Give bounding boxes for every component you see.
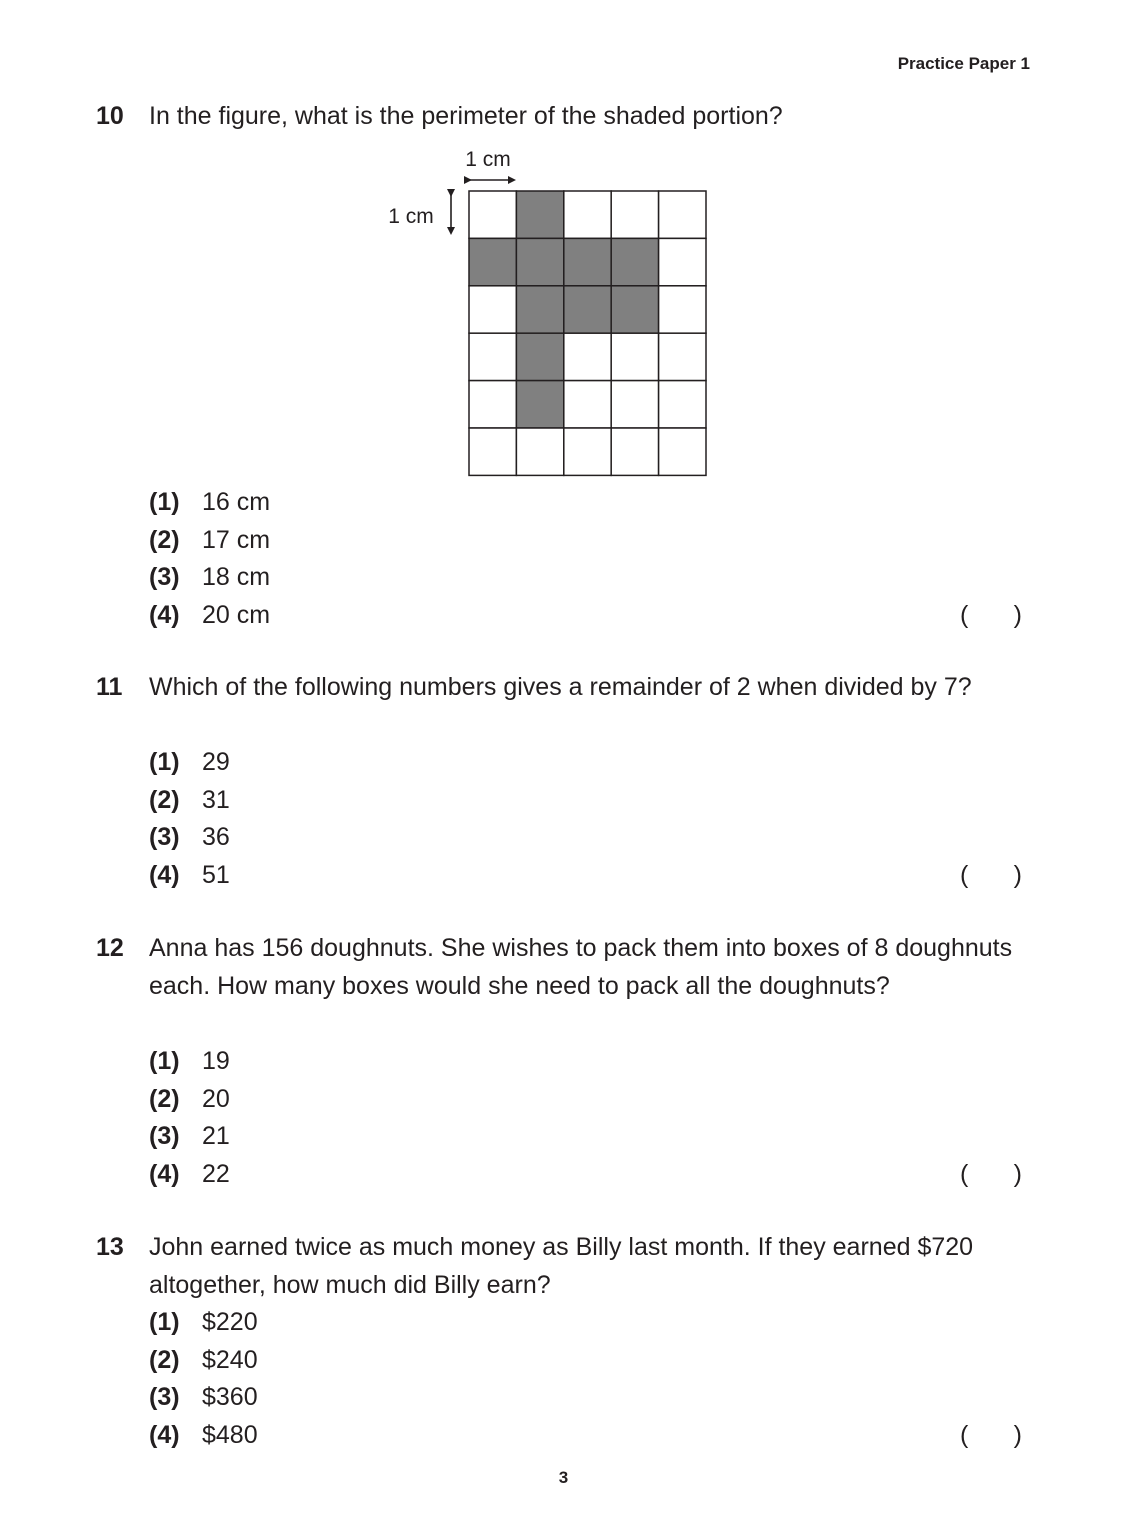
options-list [149,1304,258,1454]
bracket-open: ( [960,600,969,629]
bracket-close: ) [1013,600,1022,629]
grid-cell [611,381,658,428]
bracket-close: ) [1013,1420,1022,1449]
grid-cell [564,428,611,475]
option-label: (3) [149,1122,180,1150]
option-2[interactable] [149,1081,230,1119]
options-list [149,744,230,894]
option-label: (2) [149,785,180,814]
option-label: (4) [149,600,180,629]
option-1[interactable] [149,484,270,522]
question-number: 11 [96,673,123,701]
options-list [149,1043,230,1193]
grid-figure-svg [380,140,720,485]
bracket-close: ) [1013,860,1022,889]
grid-cell [659,238,706,285]
question-text: John earned twice as much money as Billy last month. If they earned $720 altogether, how much did Billy earn? [149,1233,974,1299]
option-1[interactable] [149,1043,230,1081]
option-text: 16 cm [202,488,271,516]
question-text: Anna has 156 doughnuts. She wishes to pack them into boxes of 8 doughnuts each. How many boxes would she need to pack all the doughnuts? [149,934,1013,1000]
option-4[interactable] [149,1156,230,1194]
option-label: (1) [149,1047,180,1075]
answer-bracket[interactable] [960,1417,1022,1455]
option-4[interactable] [149,597,270,635]
page-header-title: Practice Paper 1 [897,54,1030,73]
grid-cell-shaded [611,238,658,285]
grid-cell [659,333,706,380]
option-text: 21 [202,1122,230,1150]
width-label: 1 cm [465,148,511,171]
grid-cell-shaded [469,238,516,285]
grid-cell [469,286,516,333]
option-text: 51 [202,860,230,889]
option-text: 20 [202,1084,230,1113]
grid-cell-shaded [564,238,611,285]
grid-cell [469,428,516,475]
question-number: 13 [96,1233,124,1261]
option-text: 31 [202,785,230,814]
grid-cell [611,333,658,380]
option-label: (4) [149,1420,180,1449]
height-label: 1 cm [388,205,434,228]
option-text: $240 [202,1345,258,1374]
grid-cell-shaded [516,333,563,380]
option-text: $360 [202,1383,258,1411]
option-label: (4) [149,860,180,889]
option-label: (1) [149,748,180,776]
grid-cell [659,191,706,238]
option-2[interactable] [149,1342,258,1380]
option-text: $480 [202,1420,258,1449]
grid-cell [611,191,658,238]
grid-cell-shaded [611,286,658,333]
question-text: Which of the following numbers gives a remainder of 2 when divided by 7? [149,673,972,701]
grid-cell [659,286,706,333]
option-label: (2) [149,1084,180,1113]
option-text: 36 [202,823,230,851]
question-number: 12 [96,934,124,962]
grid-cell [469,333,516,380]
grid-cell-shaded [516,381,563,428]
option-label: (1) [149,1308,180,1336]
grid-cell [659,381,706,428]
option-4[interactable] [149,1417,258,1455]
option-text: 17 cm [202,525,271,554]
option-3[interactable] [149,1118,230,1156]
grid-cells [469,191,706,475]
grid-cell [564,333,611,380]
option-3[interactable] [149,559,270,597]
answer-bracket[interactable] [960,1156,1022,1194]
option-label: (3) [149,563,180,591]
question-text: In the figure, what is the perimeter of the shaded portion? [149,102,783,130]
option-3[interactable] [149,819,230,857]
grid-cell-shaded [516,286,563,333]
option-label: (3) [149,1383,180,1411]
option-1[interactable] [149,1304,258,1342]
option-label: (4) [149,1159,180,1188]
grid-cell-shaded [516,191,563,238]
option-4[interactable] [149,857,230,895]
grid-cell [469,191,516,238]
option-text: 20 cm [202,600,271,629]
bracket-open: ( [960,1159,969,1188]
option-text: 19 [202,1047,230,1075]
option-label: (2) [149,1345,180,1374]
bracket-close: ) [1013,1159,1022,1188]
answer-bracket[interactable] [960,857,1022,895]
option-text: 29 [202,748,230,776]
option-text: 18 cm [202,563,271,591]
bracket-open: ( [960,860,969,889]
grid-cell [659,428,706,475]
question-number: 10 [96,102,124,130]
grid-cell [564,191,611,238]
option-2[interactable] [149,782,230,820]
grid-cell [469,381,516,428]
option-2[interactable] [149,522,270,560]
grid-cell [516,428,563,475]
answer-bracket[interactable] [960,597,1022,635]
grid-cell-shaded [516,238,563,285]
grid-cell-shaded [564,286,611,333]
bracket-open: ( [960,1420,969,1449]
options-list [149,484,270,634]
option-label: (1) [149,488,180,516]
option-3[interactable] [149,1379,258,1417]
option-1[interactable] [149,744,230,782]
option-text: $220 [202,1308,258,1336]
grid-cell [564,381,611,428]
page-number: 3 [558,1468,569,1487]
grid-figure [380,140,720,485]
option-text: 22 [202,1159,230,1188]
grid-cell [611,428,658,475]
option-label: (2) [149,525,180,554]
option-label: (3) [149,823,180,851]
